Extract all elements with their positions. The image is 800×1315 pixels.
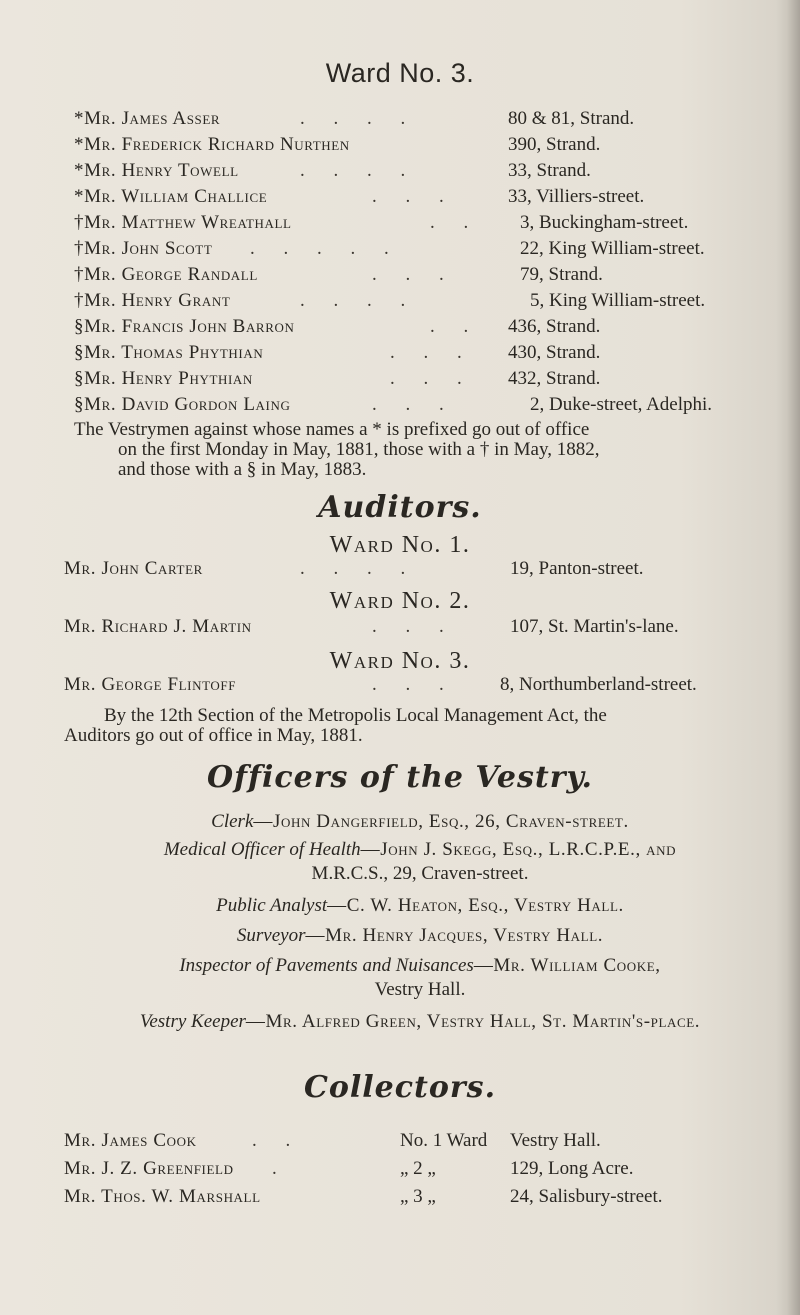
vestryman-address: 22, King William-street. <box>520 238 705 259</box>
auditors-heading: Auditors. <box>318 490 482 525</box>
collector-address: 24, Salisbury-street. <box>510 1186 663 1207</box>
collector-address: Vestry Hall. <box>510 1130 601 1151</box>
leader-dots: . . . <box>372 264 456 285</box>
collector-ward: No. 1 Ward <box>400 1130 488 1151</box>
vestrymen-retirement-note: The Vestrymen against whose names a * is prefixed go out of office on the first Monday in May, 1881, those with a † in May, 1882, and those with a § in May, 1883. <box>74 419 600 480</box>
leader-dots: . . <box>430 316 481 337</box>
vestryman-address: 430, Strand. <box>508 342 601 363</box>
vestryman-address: 432, Strand. <box>508 368 601 389</box>
officer-clerk: Clerk—John Dangerfield, Esq., 26, Craven-street. <box>211 811 629 832</box>
auditors-note: By the 12th Section of the Metropolis Local Management Act, the Auditors go out of office in May, 1881. <box>64 705 607 746</box>
auditor-ward-heading: Ward No. 3. <box>329 648 471 674</box>
auditor-name: Mr. Richard J. Martin <box>64 616 252 637</box>
vestryman-name: §Mr. Henry Phythian <box>74 368 253 389</box>
leader-dots: . . . <box>372 674 456 695</box>
officer-analyst: Public Analyst—C. W. Heaton, Esq., Vestry Hall. <box>216 895 624 916</box>
auditor-ward-heading: Ward No. 2. <box>329 588 471 614</box>
vestryman-name: §Mr. David Gordon Laing <box>74 394 291 415</box>
vestryman-name: §Mr. Thomas Phythian <box>74 342 264 363</box>
vestryman-address: 3, Buckingham-street. <box>520 212 689 233</box>
leader-dots: . . <box>430 212 481 233</box>
officer-surveyor: Surveyor—Mr. Henry Jacques, Vestry Hall. <box>236 925 604 946</box>
vestryman-address: 79, Strand. <box>520 264 603 285</box>
collector-ward: „ 2 „ <box>400 1158 436 1179</box>
vestryman-address: 33, Villiers-street. <box>508 186 645 207</box>
vestryman-name: §Mr. Francis John Barron <box>74 316 295 337</box>
leader-dots: . . . <box>372 394 456 415</box>
auditor-address: 8, Northumberland-street. <box>500 674 697 695</box>
vestryman-address: 2, Duke-street, Adelphi. <box>530 394 713 415</box>
auditor-name: Mr. John Carter <box>64 558 203 579</box>
collector-name: Mr. James Cook <box>64 1130 197 1151</box>
leader-dots: . . . <box>372 616 456 637</box>
leader-dots: . . . . <box>300 160 418 181</box>
collector-address: 129, Long Acre. <box>510 1158 634 1179</box>
collector-name: Mr. J. Z. Greenfield <box>64 1158 234 1179</box>
vestryman-name: †Mr. Matthew Wreathall <box>74 212 292 233</box>
leader-dots: . . <box>252 1130 303 1151</box>
officers-heading: Officers of the Vestry. <box>207 760 593 795</box>
collectors-heading: Collectors. <box>303 1070 497 1105</box>
leader-dots: . . . <box>390 368 474 389</box>
leader-dots: . . . . <box>300 558 418 579</box>
auditor-address: 19, Panton-street. <box>510 558 644 579</box>
vestryman-address: 390, Strand. <box>508 134 601 155</box>
vestryman-address: 5, King William-street. <box>530 290 706 311</box>
vestryman-name: †Mr. George Randall <box>74 264 258 285</box>
leader-dots: . . . . <box>300 108 418 129</box>
vestryman-name: †Mr. John Scott <box>74 238 213 259</box>
officer-inspector: Inspector of Pavements and Nuisances—Mr. William Cooke, Vestry Hall. <box>179 955 661 1000</box>
leader-dots: . . . . . <box>250 238 401 259</box>
vestryman-name: *Mr. William Challice <box>74 186 268 207</box>
officer-medical: Medical Officer of Health—John J. Skegg, Esq., L.R.C.P.E., and M.R.C.S., 29, Craven-street. <box>163 839 677 884</box>
collector-ward: „ 3 „ <box>400 1186 436 1207</box>
vestryman-address: 80 & 81, Strand. <box>508 108 635 129</box>
officer-keeper: Vestry Keeper—Mr. Alfred Green, Vestry Hall, St. Martin's-place. <box>139 1011 701 1032</box>
collector-name: Mr. Thos. W. Marshall <box>64 1186 261 1207</box>
auditor-name: Mr. George Flintoff <box>64 674 237 695</box>
leader-dots: . . . . <box>300 290 418 311</box>
ward-3-title: Ward No. 3. <box>325 58 475 88</box>
leader-dots: . . . <box>390 342 474 363</box>
vestryman-name: *Mr. James Asser <box>74 108 221 129</box>
auditor-address: 107, St. Martin's-lane. <box>510 616 679 637</box>
vestryman-name: *Mr. Frederick Richard Nurthen <box>74 134 350 155</box>
leader-dots: . <box>272 1158 289 1179</box>
vestryman-address: 436, Strand. <box>508 316 601 337</box>
leader-dots: . . . <box>372 186 456 207</box>
vestryman-name: *Mr. Henry Towell <box>74 160 239 181</box>
vestryman-name: †Mr. Henry Grant <box>74 290 231 311</box>
vestryman-address: 33, Strand. <box>508 160 591 181</box>
auditor-ward-heading: Ward No. 1. <box>329 532 471 558</box>
